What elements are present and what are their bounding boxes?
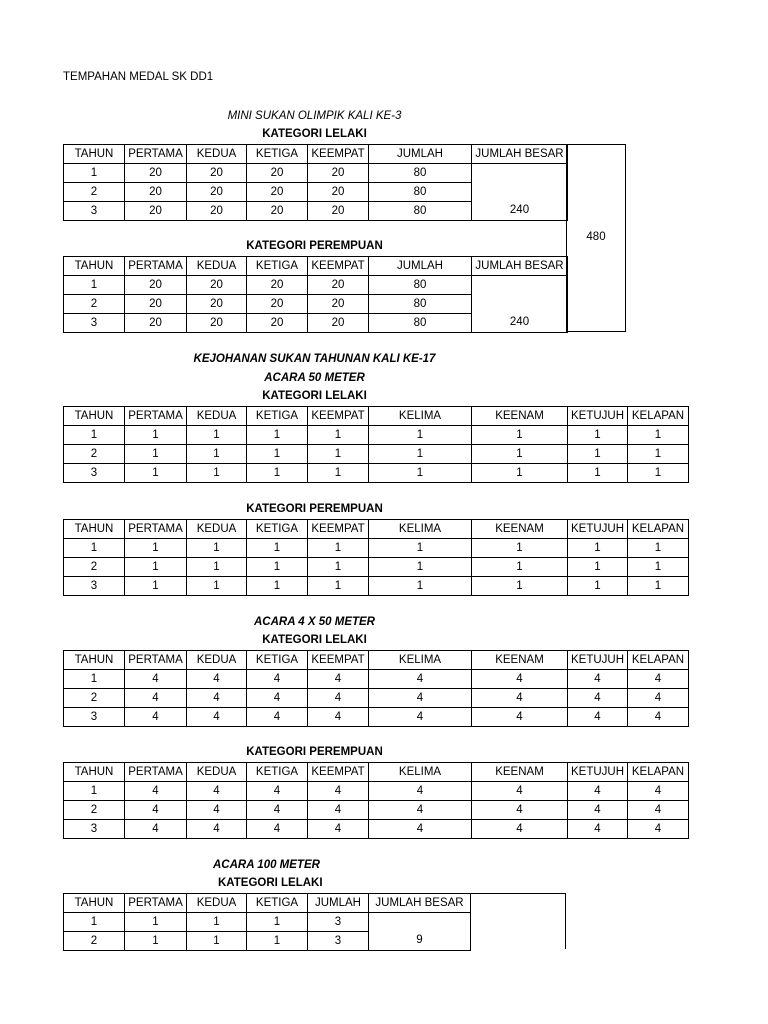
- table-row: [64, 708, 689, 727]
- table-cell: 1: [187, 539, 247, 558]
- header-cell: KEDUA: [187, 257, 247, 276]
- table-cell: 20: [125, 276, 187, 295]
- table-cell: 1: [472, 577, 568, 596]
- table-cell: 4: [187, 670, 247, 689]
- table-cell: 4: [472, 670, 568, 689]
- table-cell: 4: [369, 801, 472, 820]
- table-cell: 1: [125, 445, 187, 464]
- table-row: [64, 295, 568, 314]
- header-cell: KELAPAN: [628, 763, 689, 782]
- acara-4x50-perempuan-category: KATEGORI PEREMPUAN: [246, 746, 383, 758]
- table-cell: 4: [125, 670, 187, 689]
- table-cell: 2: [64, 558, 125, 577]
- acara-50-lelaki-category: KATEGORI LELAKI: [262, 390, 367, 402]
- mini-lelaki-table: [63, 144, 568, 221]
- table-cell: 3: [308, 913, 369, 932]
- table-cell: 1: [247, 426, 308, 445]
- table-cell: 20: [187, 276, 247, 295]
- header-cell: KELAPAN: [628, 651, 689, 670]
- mini-perempuan-category: KATEGORI PEREMPUAN: [246, 240, 383, 252]
- table-header-row: [64, 407, 689, 426]
- acara-100-title: ACARA 100 METER: [213, 859, 320, 871]
- acara-50-perempuan-category: KATEGORI PEREMPUAN: [246, 503, 383, 515]
- table-cell: 3: [64, 202, 125, 221]
- table-cell: 4: [187, 708, 247, 727]
- table-cell: 1: [472, 558, 568, 577]
- table-cell: 1: [125, 913, 187, 932]
- table-cell: 1: [187, 445, 247, 464]
- table-cell: 20: [125, 295, 187, 314]
- header-cell: PERTAMA: [125, 763, 187, 782]
- table-row: [64, 426, 689, 445]
- header-cell: PERTAMA: [125, 520, 187, 539]
- table-row: [64, 445, 689, 464]
- table-cell: 3: [64, 314, 125, 333]
- table-cell: 4: [308, 670, 369, 689]
- header-cell: PERTAMA: [125, 894, 187, 913]
- table-row: [64, 539, 689, 558]
- grand-total-box-top: [566, 144, 626, 145]
- table-cell: 4: [568, 820, 628, 839]
- table-cell: 1: [64, 782, 125, 801]
- header-cell: JUMLAH BESAR: [472, 257, 568, 276]
- table-header-row: [64, 520, 689, 539]
- header-cell: KEENAM: [472, 407, 568, 426]
- header-cell: JUMLAH BESAR: [369, 894, 471, 913]
- table-cell: 4: [247, 782, 308, 801]
- table-row: [64, 913, 471, 932]
- table-cell: 1: [187, 913, 247, 932]
- table-cell: 1: [308, 577, 369, 596]
- table-cell: 4: [568, 782, 628, 801]
- acara-100-lelaki-category: KATEGORI LELAKI: [218, 877, 323, 889]
- table-row: [64, 820, 689, 839]
- table-cell: 1: [472, 445, 568, 464]
- header-cell: KETUJUH: [568, 763, 628, 782]
- table-cell: 1: [125, 539, 187, 558]
- table-cell: 20: [187, 183, 247, 202]
- acara-100-lelaki-table: [63, 893, 471, 951]
- table-cell: 80: [369, 295, 472, 314]
- table-cell: 20: [247, 164, 308, 183]
- jumlah-besar-value: 240: [472, 314, 568, 333]
- table-cell: 20: [125, 164, 187, 183]
- table-cell: 1: [64, 539, 125, 558]
- table-cell: 1: [187, 932, 247, 951]
- table-header-row: [64, 651, 689, 670]
- table-cell: [472, 164, 568, 183]
- table-cell: 2: [64, 932, 125, 951]
- table-cell: 4: [187, 689, 247, 708]
- header-cell: KEEMPAT: [308, 257, 369, 276]
- header-cell: KEEMPAT: [308, 520, 369, 539]
- table-cell: 4: [187, 782, 247, 801]
- table-cell: 4: [125, 820, 187, 839]
- table-cell: 1: [187, 577, 247, 596]
- table-cell: 20: [247, 295, 308, 314]
- header-cell: PERTAMA: [125, 145, 187, 164]
- table-cell: 4: [628, 670, 689, 689]
- header-cell: KELIMA: [369, 651, 472, 670]
- table-cell: 1: [568, 577, 628, 596]
- header-cell: KEEMPAT: [308, 763, 369, 782]
- table-cell: 1: [247, 558, 308, 577]
- header-cell: JUMLAH: [369, 257, 472, 276]
- table-cell: 4: [125, 801, 187, 820]
- table-cell: 2: [64, 295, 125, 314]
- table-row: [64, 314, 568, 333]
- header-cell: JUMLAH: [308, 894, 369, 913]
- document-title: TEMPAHAN MEDAL SK DD1: [63, 71, 214, 83]
- header-cell: KETIGA: [247, 894, 308, 913]
- table-cell: 80: [369, 202, 472, 221]
- table-cell: 2: [64, 183, 125, 202]
- table-header-row: [64, 894, 471, 913]
- table-cell: 4: [568, 670, 628, 689]
- table-row: [64, 202, 568, 221]
- table-cell: 1: [628, 539, 689, 558]
- table-cell: [472, 295, 568, 314]
- table-cell: 1: [369, 539, 472, 558]
- table-cell: 1: [247, 913, 308, 932]
- table-cell: 1: [64, 164, 125, 183]
- header-cell: TAHUN: [64, 894, 125, 913]
- header-cell: TAHUN: [64, 407, 125, 426]
- table-cell: 1: [64, 913, 125, 932]
- table-cell: 20: [247, 183, 308, 202]
- table-cell: 4: [187, 801, 247, 820]
- header-cell: KETUJUH: [568, 651, 628, 670]
- table-cell: 1: [628, 445, 689, 464]
- header-cell: KEDUA: [187, 520, 247, 539]
- table-cell: 1: [125, 558, 187, 577]
- table-cell: 20: [247, 202, 308, 221]
- acara-50-title: ACARA 50 METER: [264, 372, 365, 384]
- table-cell: 4: [187, 820, 247, 839]
- header-cell: KETIGA: [247, 651, 308, 670]
- table-cell: 4: [472, 708, 568, 727]
- table-cell: 4: [247, 670, 308, 689]
- header-cell: KETIGA: [247, 145, 308, 164]
- table-cell: 4: [308, 782, 369, 801]
- table-row: [64, 164, 568, 183]
- table-cell: 20: [308, 183, 369, 202]
- table-cell: 1: [628, 464, 689, 483]
- table-cell: 1: [568, 464, 628, 483]
- table-cell: 1: [568, 558, 628, 577]
- table-cell: 1: [187, 464, 247, 483]
- table-cell: [369, 913, 471, 932]
- table-cell: 2: [64, 801, 125, 820]
- header-cell: KETIGA: [247, 763, 308, 782]
- table-cell: 4: [568, 689, 628, 708]
- table-cell: 4: [247, 689, 308, 708]
- header-cell: KEEMPAT: [308, 407, 369, 426]
- table-cell: 4: [247, 708, 308, 727]
- table-cell: 1: [125, 932, 187, 951]
- table-cell: 1: [125, 464, 187, 483]
- table-cell: 1: [64, 276, 125, 295]
- table-row: [64, 670, 689, 689]
- table-header-row: [64, 145, 568, 164]
- table-cell: 1: [628, 577, 689, 596]
- table-cell: 1: [472, 464, 568, 483]
- header-cell: KETIGA: [247, 257, 308, 276]
- table-cell: 80: [369, 314, 472, 333]
- table-cell: 4: [472, 689, 568, 708]
- table-row: [64, 782, 689, 801]
- acara-100-extra-box-right: [565, 893, 566, 949]
- table-cell: 4: [247, 820, 308, 839]
- table-cell: 4: [369, 670, 472, 689]
- table-cell: 1: [568, 426, 628, 445]
- table-cell: 4: [628, 801, 689, 820]
- header-cell: KEENAM: [472, 520, 568, 539]
- table-cell: 1: [308, 445, 369, 464]
- header-cell: KEDUA: [187, 407, 247, 426]
- table-cell: 20: [308, 164, 369, 183]
- table-row: [64, 558, 689, 577]
- header-cell: KEENAM: [472, 651, 568, 670]
- table-cell: 1: [568, 539, 628, 558]
- table-cell: 1: [369, 577, 472, 596]
- table-cell: 3: [64, 820, 125, 839]
- table-cell: [472, 276, 568, 295]
- header-cell: PERTAMA: [125, 651, 187, 670]
- table-cell: 3: [308, 932, 369, 951]
- table-cell: 1: [64, 670, 125, 689]
- header-cell: PERTAMA: [125, 257, 187, 276]
- table-cell: 20: [125, 183, 187, 202]
- header-cell: KETIGA: [247, 407, 308, 426]
- table-cell: 4: [308, 708, 369, 727]
- acara-4x50-title: ACARA 4 X 50 METER: [254, 616, 375, 628]
- table-cell: 20: [187, 295, 247, 314]
- header-cell: JUMLAH BESAR: [472, 145, 568, 164]
- mini-sukan-title: MINI SUKAN OLIMPIK KALI KE-3: [227, 110, 402, 122]
- table-cell: 1: [308, 558, 369, 577]
- table-cell: 1: [247, 577, 308, 596]
- grand-total-value: 480: [586, 231, 606, 243]
- table-cell: 1: [308, 426, 369, 445]
- table-cell: 20: [125, 202, 187, 221]
- acara-4x50-lelaki-category: KATEGORI LELAKI: [262, 634, 367, 646]
- table-header-row: [64, 257, 568, 276]
- table-cell: 4: [308, 801, 369, 820]
- table-cell: 4: [472, 801, 568, 820]
- table-cell: 2: [64, 689, 125, 708]
- header-cell: KETIGA: [247, 520, 308, 539]
- table-cell: 3: [64, 464, 125, 483]
- acara-4x50-perempuan-table: [63, 762, 689, 839]
- table-row: [64, 276, 568, 295]
- table-cell: 1: [472, 539, 568, 558]
- table-cell: 20: [308, 314, 369, 333]
- header-cell: KETUJUH: [568, 407, 628, 426]
- header-cell: JUMLAH: [369, 145, 472, 164]
- table-cell: 1: [247, 932, 308, 951]
- kejohanan-title: KEJOHANAN SUKAN TAHUNAN KALI KE-17: [193, 353, 436, 365]
- table-cell: 1: [369, 426, 472, 445]
- table-cell: 80: [369, 164, 472, 183]
- table-cell: 4: [369, 782, 472, 801]
- grand-total-box-bottom: [566, 331, 626, 332]
- table-cell: 1: [125, 426, 187, 445]
- table-cell: 1: [628, 558, 689, 577]
- header-cell: KELAPAN: [628, 520, 689, 539]
- table-cell: 4: [369, 708, 472, 727]
- table-cell: 20: [247, 314, 308, 333]
- table-row: [64, 689, 689, 708]
- header-cell: TAHUN: [64, 145, 125, 164]
- table-cell: 1: [369, 445, 472, 464]
- header-cell: KELIMA: [369, 520, 472, 539]
- table-cell: 1: [369, 464, 472, 483]
- header-cell: KETUJUH: [568, 520, 628, 539]
- table-cell: 1: [187, 426, 247, 445]
- table-cell: 80: [369, 276, 472, 295]
- header-cell: TAHUN: [64, 763, 125, 782]
- mini-perempuan-table: [63, 256, 568, 333]
- table-cell: 1: [568, 445, 628, 464]
- jumlah-besar-value: 9: [369, 932, 471, 951]
- table-cell: 3: [64, 708, 125, 727]
- table-cell: 1: [628, 426, 689, 445]
- table-cell: 4: [472, 820, 568, 839]
- header-cell: TAHUN: [64, 257, 125, 276]
- table-cell: 20: [247, 276, 308, 295]
- table-cell: [472, 183, 568, 202]
- table-cell: 4: [125, 782, 187, 801]
- jumlah-besar-value: 240: [472, 202, 568, 221]
- table-row: [64, 932, 471, 951]
- table-cell: 20: [187, 164, 247, 183]
- acara-50-perempuan-table: [63, 519, 689, 596]
- table-cell: 3: [64, 577, 125, 596]
- header-cell: KEDUA: [187, 145, 247, 164]
- table-cell: 1: [247, 445, 308, 464]
- table-cell: 4: [125, 708, 187, 727]
- table-cell: 4: [628, 782, 689, 801]
- header-cell: TAHUN: [64, 520, 125, 539]
- header-cell: KEDUA: [187, 651, 247, 670]
- table-cell: 1: [125, 577, 187, 596]
- table-cell: 20: [125, 314, 187, 333]
- table-cell: 20: [187, 314, 247, 333]
- header-cell: KEDUA: [187, 763, 247, 782]
- table-cell: 4: [247, 801, 308, 820]
- table-cell: 4: [369, 689, 472, 708]
- header-cell: TAHUN: [64, 651, 125, 670]
- header-cell: PERTAMA: [125, 407, 187, 426]
- acara-50-lelaki-table: [63, 406, 689, 483]
- header-cell: KEDUA: [187, 894, 247, 913]
- table-cell: 4: [628, 689, 689, 708]
- mini-lelaki-category: KATEGORI LELAKI: [262, 128, 367, 140]
- table-cell: 1: [308, 539, 369, 558]
- table-row: [64, 183, 568, 202]
- table-cell: 4: [628, 708, 689, 727]
- table-cell: 4: [308, 689, 369, 708]
- acara-100-extra-box-top: [469, 893, 566, 894]
- table-cell: 4: [125, 689, 187, 708]
- table-cell: 4: [472, 782, 568, 801]
- table-cell: 4: [369, 820, 472, 839]
- table-cell: 1: [472, 426, 568, 445]
- table-row: [64, 464, 689, 483]
- table-cell: 80: [369, 183, 472, 202]
- header-cell: KELAPAN: [628, 407, 689, 426]
- table-cell: 20: [187, 202, 247, 221]
- table-header-row: [64, 763, 689, 782]
- table-cell: 1: [308, 464, 369, 483]
- table-cell: 20: [308, 276, 369, 295]
- header-cell: KEENAM: [472, 763, 568, 782]
- header-cell: KEEMPAT: [308, 651, 369, 670]
- table-cell: 4: [628, 820, 689, 839]
- table-row: [64, 801, 689, 820]
- table-cell: 1: [187, 558, 247, 577]
- table-cell: 4: [568, 708, 628, 727]
- table-cell: 4: [308, 820, 369, 839]
- header-cell: KEEMPAT: [308, 145, 369, 164]
- table-cell: 1: [247, 539, 308, 558]
- table-cell: 20: [308, 295, 369, 314]
- table-row: [64, 577, 689, 596]
- acara-4x50-lelaki-table: [63, 650, 689, 727]
- table-cell: 2: [64, 445, 125, 464]
- table-cell: 1: [247, 464, 308, 483]
- header-cell: KELIMA: [369, 763, 472, 782]
- table-cell: 20: [308, 202, 369, 221]
- table-cell: 1: [369, 558, 472, 577]
- table-cell: 1: [64, 426, 125, 445]
- header-cell: KELIMA: [369, 407, 472, 426]
- table-cell: 4: [568, 801, 628, 820]
